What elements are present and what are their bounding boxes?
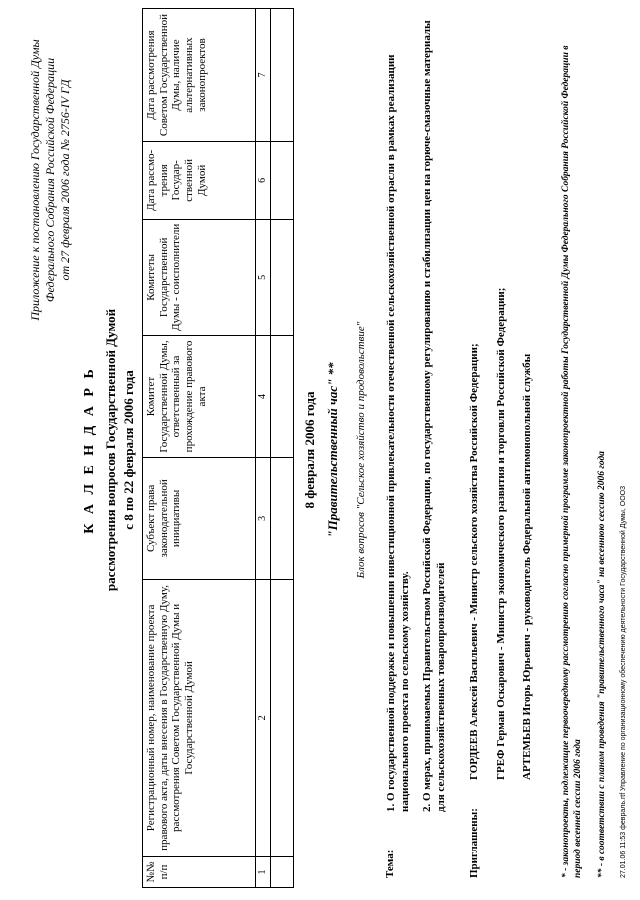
column-number: 4 <box>256 336 271 458</box>
invitee-artemyev: АРТЕМЬЕВ Игорь Юрьевич - руководитель Федеральной антимонопольной службы <box>521 353 533 780</box>
file-stamp: 27.01.06 11:53 февраль.rtf Управление по организационному обеспечению деятельности Государственной Думы, ООО3 <box>620 486 627 878</box>
topic-block-heading: Блок вопросов "Сельское хозяйство и продовольствие" <box>355 321 367 579</box>
topic-item-1: 1. О государственной поддержке и повышении инвестиционной привлекательности отечественной сельскохозяйственной отрасли в рамках реализации национального проекта по сельскому хозяйству. <box>385 54 412 812</box>
calendar-table <box>142 8 294 888</box>
table-empty-row <box>270 9 293 888</box>
empty-cell <box>270 9 293 142</box>
empty-cell <box>270 457 293 579</box>
footnote-1: * - законопроекты, подлежащие первоочередному рассмотрению согласно примерной программе законопроектной работы Государственной Думы Федерального Собрания Российской Федерации в период весенней сессии 2006 года <box>561 45 584 878</box>
invitee-gref: ГРЕФ Герман Оскарович - Министр экономического развития и торговли Российской Федерации; <box>495 287 507 780</box>
appendix-line-1: Приложение к постановлению Государственной Думы <box>28 39 42 321</box>
column-number: 2 <box>256 579 271 856</box>
topic-item-2: 2. О мерах, принимаемых Правительством Российской Федерации, по государственному регулированию и стабилизации цен на горюче-смазочные материалы для сельскохозяйственных товаропроизводителей <box>421 20 448 812</box>
document-date-range: с 8 по 22 февраля 2006 года <box>121 370 136 530</box>
header-cell-duma-date: Дата рассмо-трения Государ-ственной Думой <box>143 142 256 220</box>
document-subtitle: рассмотрения вопросов Государственной Думой <box>103 308 118 592</box>
column-number: 1 <box>256 856 271 887</box>
government-hour-heading: "Правительственный час" ** <box>325 362 340 538</box>
table-header-row <box>143 9 256 888</box>
invited-label: Приглашены: <box>468 808 480 878</box>
empty-cell <box>270 579 293 856</box>
header-cell-council-date: Дата рассмотрения Советом Государственной Думы, наличие альтернативных законопроектов <box>143 9 256 142</box>
document-title: К А Л Е Н Д А Р Ь <box>82 366 97 534</box>
footnote-2: ** - в соответствии с планом проведения "правительственного часа" на весеннюю сессию 2006 года <box>597 451 607 878</box>
header-cell-co-committees: Комитеты Государственной Думы - соисполнители <box>143 219 256 335</box>
appendix-line-3: от 27 февраля 2006 года № 2756-IV ГД <box>58 79 72 281</box>
table-number-row <box>256 9 271 888</box>
appendix-line-2: Федерального Собрания Российской Федерации <box>43 57 57 303</box>
column-number: 3 <box>256 457 271 579</box>
header-cell-subject: Субъект права законодательной инициативы <box>143 457 256 579</box>
header-cell-committee: Комитет Государственной Думы, ответственный за прохождение правового акта <box>143 336 256 458</box>
column-number: 5 <box>256 219 271 335</box>
empty-cell <box>270 336 293 458</box>
empty-cell <box>270 856 293 887</box>
invitee-gordeev: ГОРДЕЕВ Алексей Васильевич - Министр сельского хозяйства Российской Федерации; <box>468 343 480 780</box>
column-number: 6 <box>256 142 271 220</box>
header-cell-registration: Регистрационный номер, наименование проекта правового акта, даты внесения в Государственную Думу, рассмотрения Советом Государственной Думы и Государственной Думой <box>143 579 256 856</box>
header-cell-number: №№ п/п <box>143 856 256 887</box>
topic-label: Тема: <box>384 849 396 878</box>
empty-cell <box>270 219 293 335</box>
column-number: 7 <box>256 9 271 142</box>
appendix-note <box>28 15 73 345</box>
empty-cell <box>270 142 293 220</box>
session-date: 8 февраля 2006 года <box>302 391 317 509</box>
